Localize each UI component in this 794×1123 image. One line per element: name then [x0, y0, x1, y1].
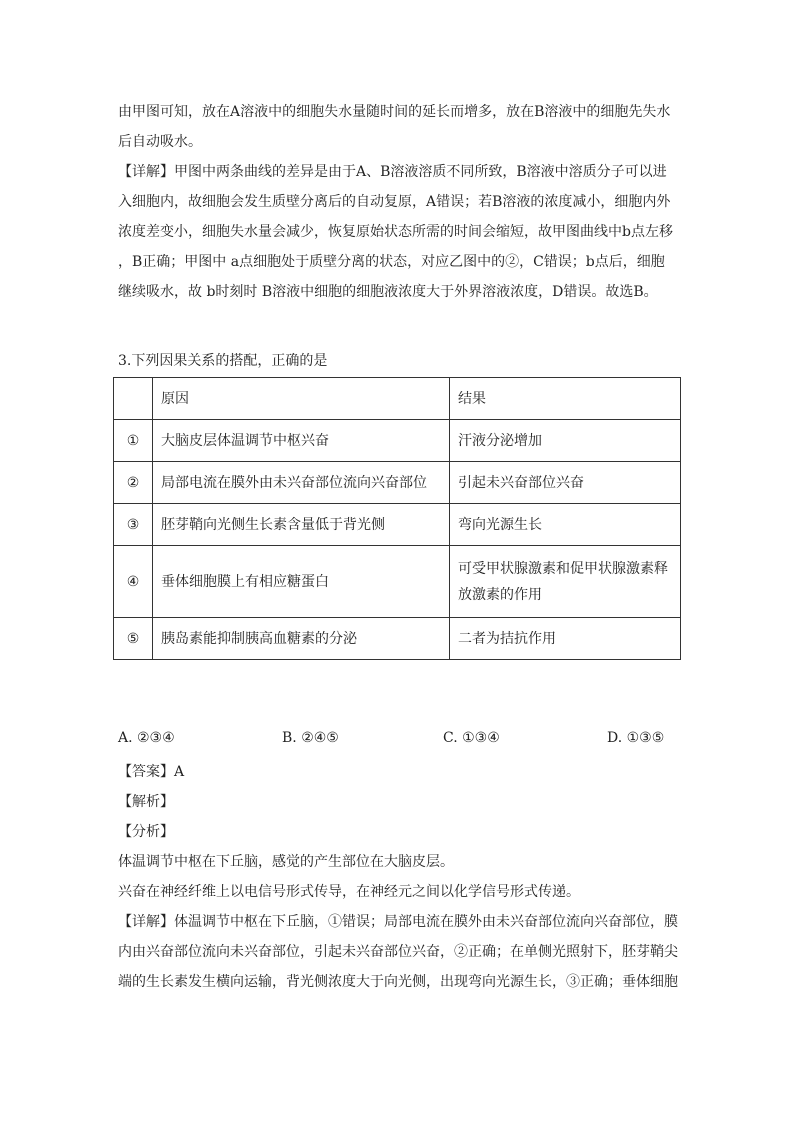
table-row: [114, 420, 681, 462]
detail-line: 内由兴奋部位流向未兴奋部位，引起未兴奋部位兴奋，②正确；在单侧光照射下，胚芽鞘尖: [118, 944, 678, 960]
row-result: 汗液分泌增加: [450, 420, 681, 462]
detail-line: 端的生长素发生横向运输，背光侧浓度大于向光侧，出现弯向光源生长，③正确；垂体细胞: [118, 974, 678, 990]
row-result: 引起未兴奋部位兴奋: [450, 462, 681, 504]
row-cause: 胰岛素能抑制胰高血糖素的分泌: [153, 618, 450, 660]
detail-line-1: 【详解】甲图中两条曲线的差异是由于A、B溶液溶质不同所致，B溶液中溶质分子可以进: [118, 164, 667, 180]
option-d: D. ①③⑤: [607, 730, 665, 746]
row-number: ③: [114, 504, 153, 546]
table-header-row: [114, 378, 681, 420]
analysis-label: 【解析】: [118, 794, 174, 810]
cause-effect-table: [113, 377, 681, 660]
row-cause: 胚芽鞘向光侧生长素含量低于背光侧: [153, 504, 450, 546]
row-cause: 垂体细胞膜上有相应糖蛋白: [153, 546, 450, 618]
row-number: ①: [114, 420, 153, 462]
row-number: ④: [114, 546, 153, 618]
row-result: 二者为拮抗作用: [450, 618, 681, 660]
table-row: [114, 504, 681, 546]
explain-line-2: 后自动吸水。: [118, 134, 202, 150]
option-b: B. ②④⑤: [282, 730, 339, 746]
explain-line-1: 由甲图可知，放在A溶液中的细胞失水量随时间的延长而增多，放在B溶液中的细胞先失水: [118, 104, 671, 120]
fenxi-line-2: 兴奋在神经纤维上以电信号形式传导，在神经元之间以化学信号形式传递。: [118, 884, 580, 900]
table-row: [114, 462, 681, 504]
detail-line-3: 浓度差变小，细胞失水量会减少，恢复原始状态所需的时间会缩短，故甲图曲线中b点左移: [118, 224, 673, 240]
table-header-cause: 原因: [153, 378, 450, 420]
table-header-result: 结果: [450, 378, 681, 420]
table-row: [114, 618, 681, 660]
row-number: ②: [114, 462, 153, 504]
row-cause: 大脑皮层体温调节中枢兴奋: [153, 420, 450, 462]
row-result: 弯向光源生长: [450, 504, 681, 546]
answer-options: [118, 730, 680, 752]
row-cause: 局部电流在膜外由未兴奋部位流向兴奋部位: [153, 462, 450, 504]
fenxi-line-1: 体温调节中枢在下丘脑，感觉的产生部位在大脑皮层。: [118, 854, 454, 870]
detail-line-5: 继续吸水，故 b时刻时 B溶液中细胞的细胞液浓度大于外界溶液浓度，D错误。故选B。: [118, 284, 658, 300]
row-result: 可受甲状腺激素和促甲状腺激素释放激素的作用: [450, 546, 681, 618]
detail-line: 【详解】体温调节中枢在下丘脑，①错误；局部电流在膜外由未兴奋部位流向兴奋部位，膜: [118, 914, 678, 930]
option-a: A. ②③④: [118, 730, 175, 746]
option-c: C. ①③④: [443, 730, 500, 746]
detail-line-4: ，B正确；甲图中 a点细胞处于质壁分离的状态，对应乙图中的②，C错误；b点后，细胞: [118, 254, 665, 270]
fenxi-label: 【分析】: [118, 824, 174, 840]
question-stem: 3.下列因果关系的搭配，正确的是: [118, 353, 328, 369]
answer-line: 【答案】A: [118, 764, 185, 780]
row-number: ⑤: [114, 618, 153, 660]
table-header-cell: [114, 378, 153, 420]
detail-line-2: 入细胞内，故细胞会发生质壁分离后的自动复原，A错误；若B溶液的浓度减小，细胞内外: [118, 194, 671, 210]
table-row: [114, 546, 681, 618]
